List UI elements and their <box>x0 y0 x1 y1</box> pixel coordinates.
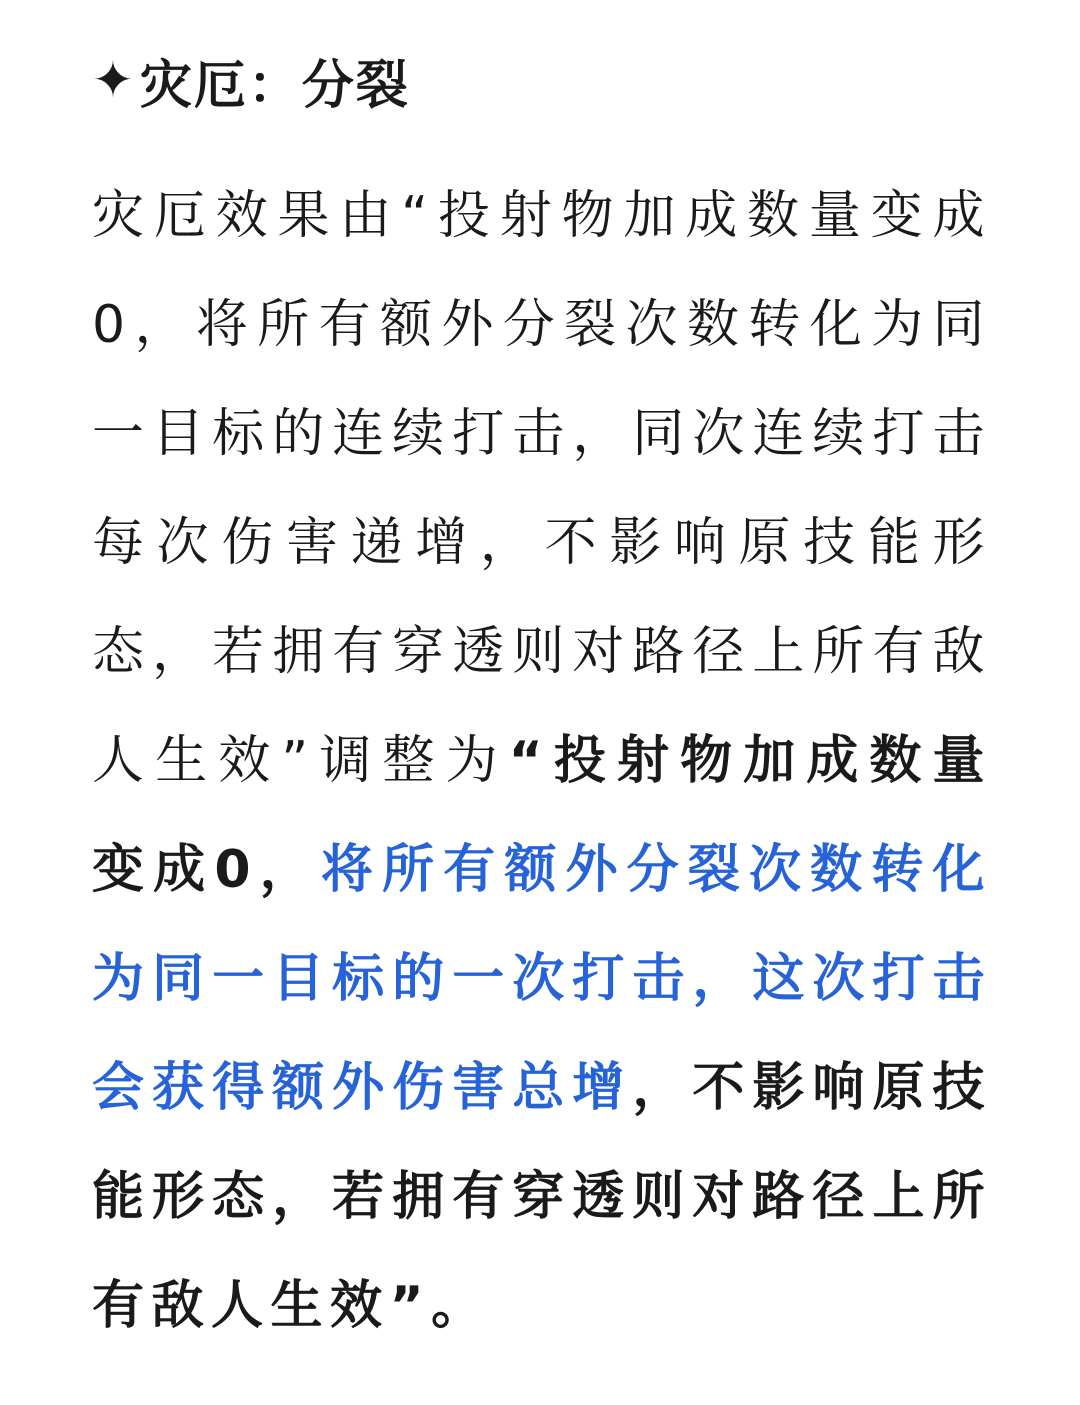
heading-title: 灾厄：分裂 <box>139 55 410 116</box>
original-effect-text: 灾厄效果由“投射物加成数量变成0，将所有额外分裂次数转化为同一目标的连续打击，同次连续打击每次伤害递增，不影响原技能形态，若拥有穿透则对路径上所有敌人生效”调整为 <box>92 186 992 791</box>
new-effect-end: ，不影响原技能形态，若拥有穿透则对路径上所有敌人生效”。 <box>92 1058 992 1336</box>
star-icon: ✦ <box>92 51 136 109</box>
new-effect-highlight: 将所有额外分裂次数转化为同一目标的一次打击，这次打击会获得额外伤害总增 <box>92 840 992 1118</box>
section-heading <box>92 38 410 122</box>
body-paragraph <box>92 162 992 1361</box>
new-effect-start: “投射物加成数量变成0， <box>92 731 992 900</box>
